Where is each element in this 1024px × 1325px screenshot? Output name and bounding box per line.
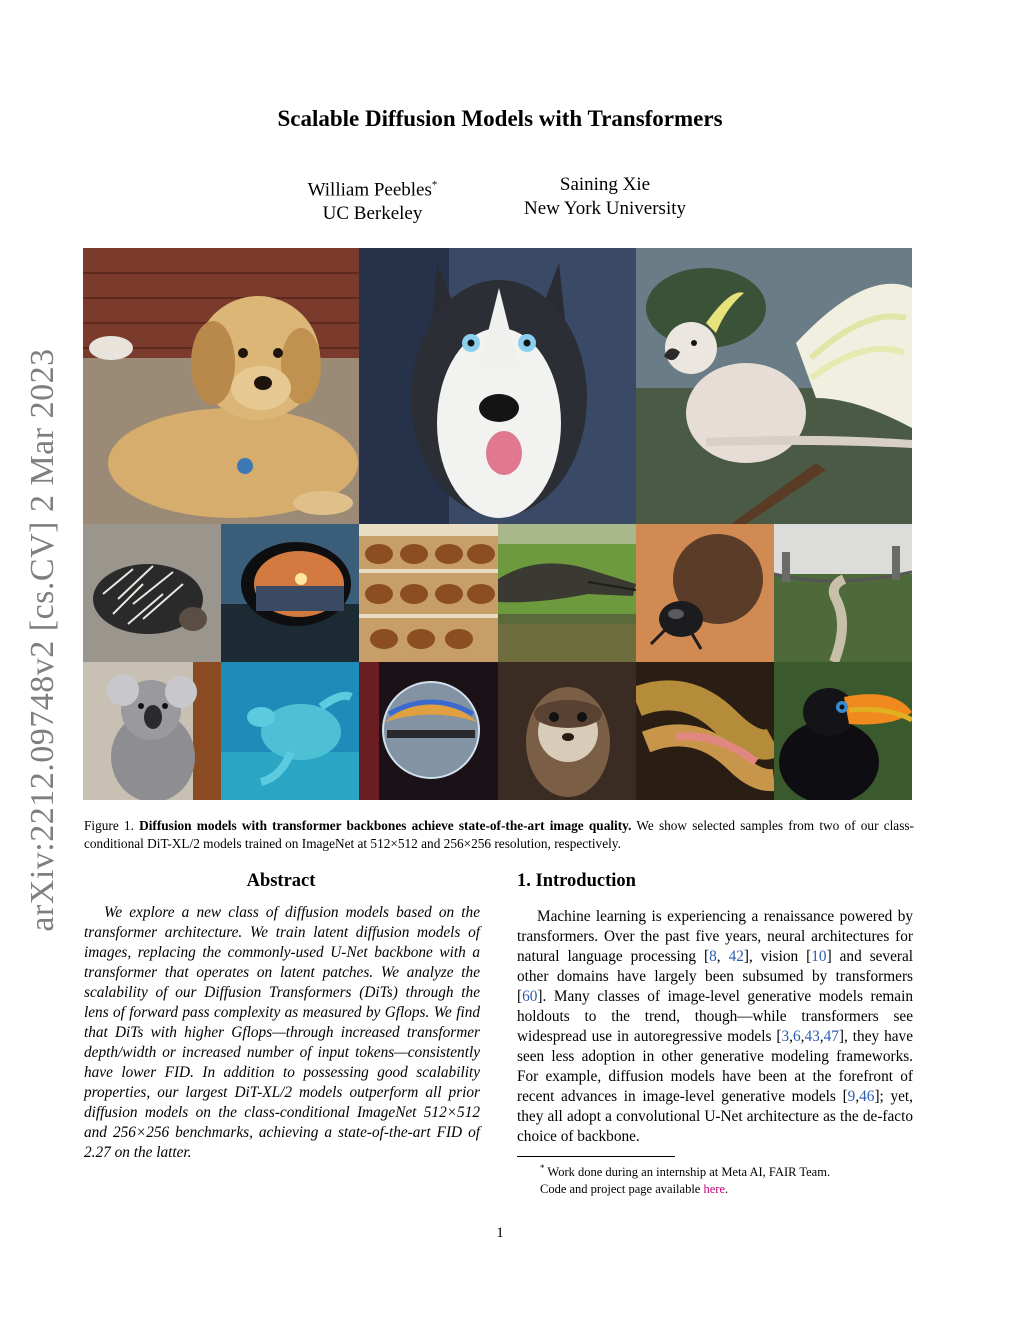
figure-caption-text: We show selected samples from two of our class-conditional DiT-XL/2 models trained on ImageNet at 512×512 and 256×256 resolution, respectively.	[84, 818, 914, 851]
introduction-heading: 1. Introduction	[517, 871, 636, 891]
citation-link[interactable]: 47	[823, 1028, 839, 1045]
bakery-display-image	[359, 524, 498, 662]
author-name: William Peebles	[307, 179, 432, 201]
author-block-2	[505, 173, 705, 221]
abstract-heading: Abstract	[246, 871, 316, 891]
footnote-divider	[517, 1156, 675, 1157]
dung-beetle-image	[636, 524, 774, 662]
intro-text-run: ,	[789, 1028, 793, 1045]
introduction-body	[517, 907, 913, 1147]
figure-label: Figure 1.	[84, 818, 134, 833]
citation-link[interactable]: 60	[522, 988, 538, 1005]
side-mirror-sunset-image	[221, 524, 359, 662]
intro-text-run: ]. Many classes of image-level generative models remain holdouts to the trend, though—while transformers see widespread use in autoregressive models [	[517, 988, 913, 1045]
paper-title: Scalable Diffusion Models with Transformers	[277, 106, 723, 131]
citation-link[interactable]: 9	[847, 1088, 856, 1105]
footnote-line-1: Work done during an internship at Meta AI, FAIR Team.	[547, 1165, 831, 1180]
golden-retriever-puppy-image	[83, 248, 359, 524]
figure-caption	[84, 817, 914, 853]
intro-text-run: ,	[819, 1028, 824, 1045]
alligator-image	[498, 524, 636, 662]
project-page-link[interactable]: here	[703, 1182, 725, 1197]
soap-bubble-image	[359, 662, 498, 800]
citation-link[interactable]: 46	[859, 1088, 875, 1105]
sea-turtle-image	[221, 662, 359, 800]
koala-image	[83, 662, 221, 800]
intro-text-run: ,	[800, 1028, 805, 1045]
footnote-mark: *	[540, 1163, 545, 1173]
figure-caption-bold: Diffusion models with transformer backbones achieve state-of-the-art image quality.	[139, 818, 632, 833]
intro-text-run: Machine learning is experiencing a renaissance powered by transformers. Over the past five years, neural architectures for natural language processing [	[517, 908, 913, 965]
author-block-1	[300, 173, 445, 226]
arxiv-identifier-stamp: arXiv:2212.09748v2 [cs.CV] 2 Mar 2023	[24, 348, 61, 932]
footnote-line-2-prefix: Code and project page available	[540, 1182, 704, 1197]
citation-link[interactable]: 43	[804, 1028, 820, 1045]
husky-image	[359, 248, 636, 524]
intro-text-run: ]; yet, they all adopt a convolutional U-Net architecture as the de-facto choice of backbone.	[517, 1088, 914, 1145]
intro-text-run: ,	[716, 948, 729, 965]
porcupine-image	[83, 524, 221, 662]
ferret-image	[498, 662, 636, 800]
intro-text-run: ], vision [	[743, 948, 812, 965]
citation-link[interactable]: 3	[781, 1028, 790, 1045]
footnote	[540, 1160, 920, 1198]
suspension-bridge-image	[774, 524, 912, 662]
intro-text-run: ] and several other domains have largely been subsumed by transformers [	[517, 948, 914, 1005]
abstract-body: We explore a new class of diffusion models based on the transformer architecture. We train latent diffusion models of images, replacing the commonly-used U-Net backbone with a transformer that operates on latent patches. We analyze the scalability of our Diffusion Transformers (DiTs) through the lens of forward pass complexity as measured by Gflops. We find that DiTs with higher Gflops—through increased transformer depth/width or increased number of input tokens—consistently have lower FID. In addition to possessing good scalability properties, our largest DiT-XL/2 models outperform all prior diffusion models on the class-conditional ImageNet 512×512 and 256×256 benchmarks, achieving a state-of-the-art FID of 2.27 on the latter.	[84, 904, 480, 1161]
citation-link[interactable]: 6	[792, 1028, 801, 1045]
author-affiliation: UC Berkeley	[322, 203, 423, 225]
intro-text-run: ], they have seen less adoption in other generative modeling frameworks. For example, diffusion models have been at the forefront of recent advances in image-level generative models [	[517, 1028, 913, 1105]
author-affiliation: New York University	[523, 198, 687, 219]
author-footnote-mark: *	[431, 179, 438, 191]
intro-text-run: ,	[855, 1088, 860, 1105]
citation-link[interactable]: 8	[709, 948, 717, 965]
author-name: Saining Xie	[559, 174, 651, 195]
footnote-line-2-suffix: .	[725, 1182, 729, 1197]
figure-1-sample-grid	[83, 248, 912, 800]
citation-link[interactable]: 10	[811, 948, 827, 965]
toucan-image	[774, 662, 912, 800]
citation-link[interactable]: 42	[728, 948, 744, 965]
page-number: 1	[496, 1225, 504, 1241]
python-snake-image	[636, 662, 774, 800]
cockatoo-image	[636, 248, 912, 524]
